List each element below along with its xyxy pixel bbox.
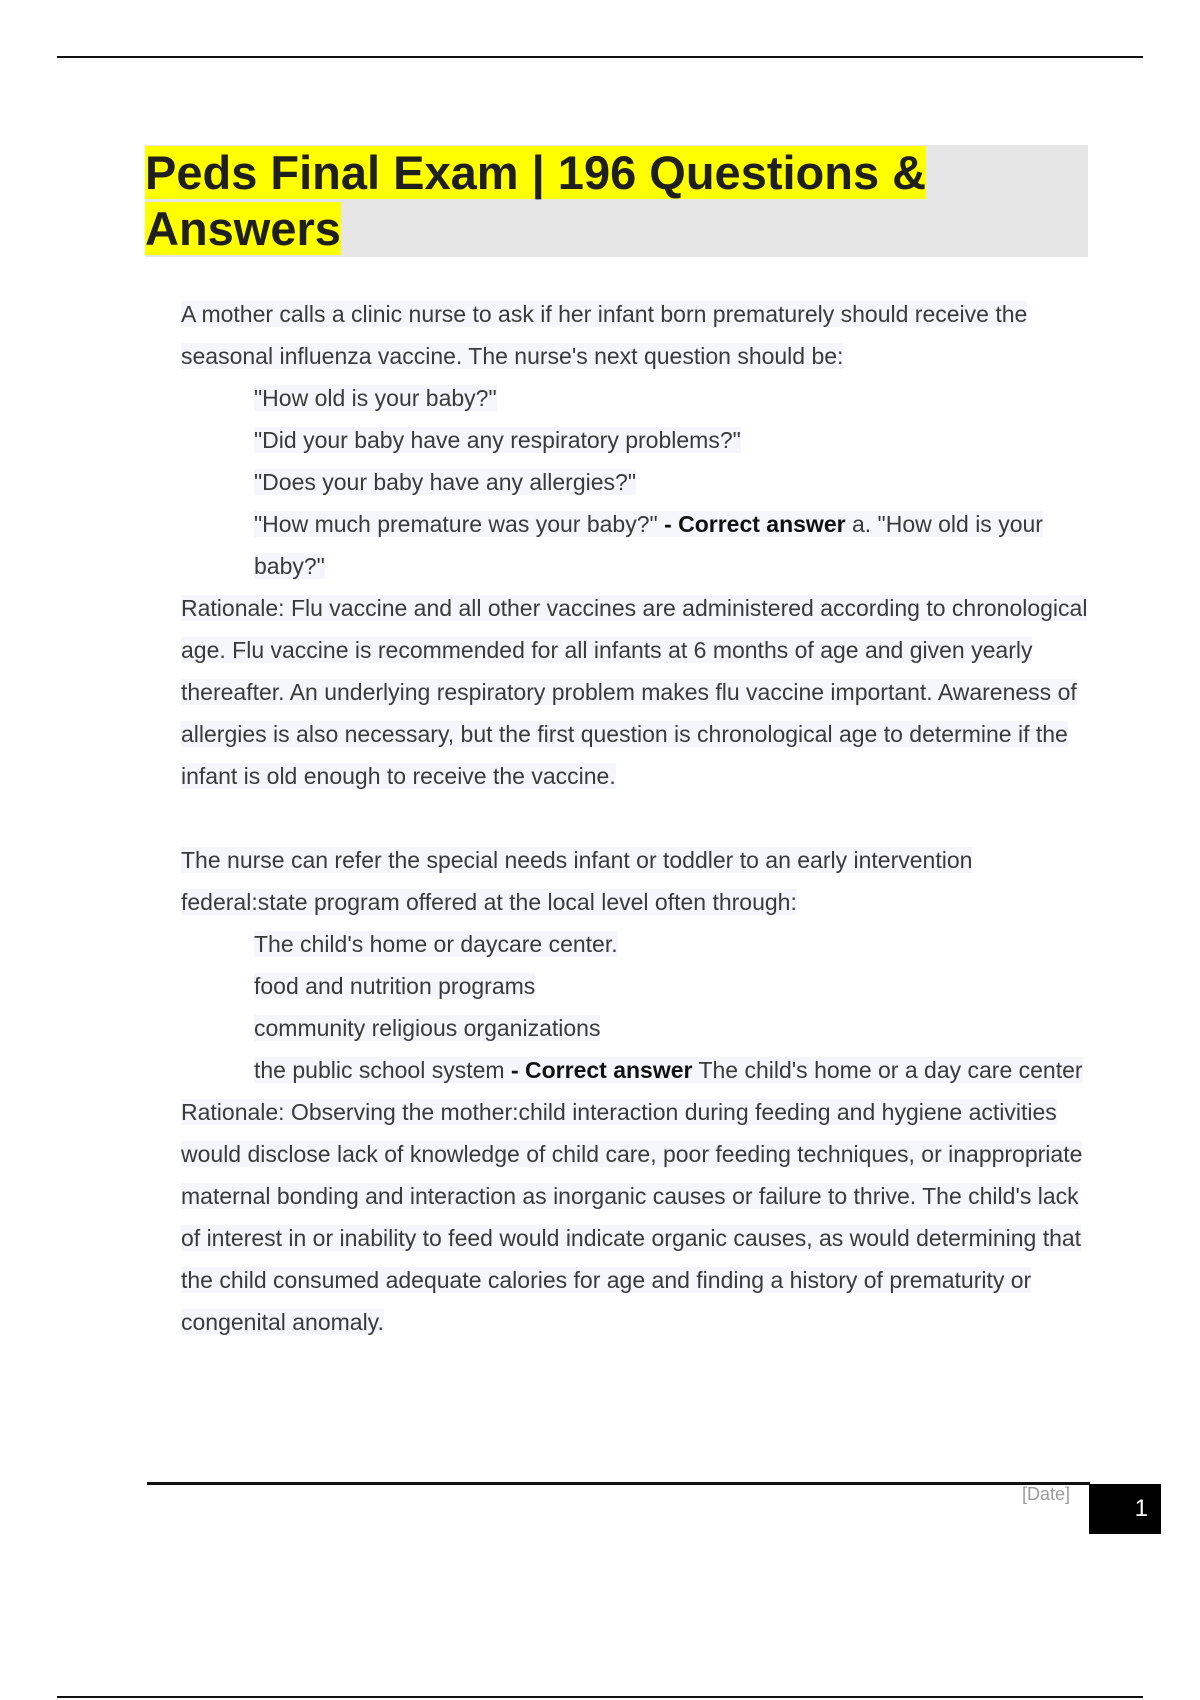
question-2-option-a: The child's home or daycare center. bbox=[254, 931, 618, 957]
footer-rule bbox=[147, 1482, 1090, 1485]
question-1-rationale: Rationale: Flu vaccine and all other vaccines are administered according to chronological age. Flu vaccine is recommended for all infants at 6 months of age and given yearly thereafter. An underlying respiratory problem makes flu vaccine important. Awareness of allergies is also necessary, but the first question is chronological age to determine if the infant is old enough to receive the vaccine. bbox=[181, 595, 1088, 789]
question-2-option-b: food and nutrition programs bbox=[254, 973, 536, 999]
paragraph-gap bbox=[181, 797, 1091, 839]
question-1-correct-answer: a. "How old is your baby?" bbox=[254, 511, 1043, 579]
title-highlight: Peds Final Exam | 196 Questions & Answers bbox=[145, 146, 927, 255]
question-1-correct-label: - Correct answer bbox=[664, 511, 846, 537]
document-body bbox=[181, 293, 1091, 1343]
question-1-option-b: "Did your baby have any respiratory problems?" bbox=[254, 427, 741, 453]
question-2-correct-answer: The child's home or a day care center bbox=[698, 1057, 1083, 1083]
question-2-option-c: community religious organizations bbox=[254, 1015, 601, 1041]
footer-date: [Date] bbox=[1021, 1484, 1070, 1504]
question-2-rationale: Rationale: Observing the mother:child interaction during feeding and hygiene activities would disclose lack of knowledge of child care, poor feeding techniques, or inappropriate maternal bonding and interaction as inorganic causes or failure to thrive. The child's lack of interest in or inability to feed would indicate organic causes, as would determining that the child consumed adequate calories for age and finding a history of prematurity or congenital anomaly. bbox=[181, 1099, 1083, 1335]
document-title bbox=[145, 145, 965, 257]
question-1-option-a: "How old is your baby?" bbox=[254, 385, 497, 411]
question-1-option-c: "Does your baby have any allergies?" bbox=[254, 469, 636, 495]
question-1-option-d: "How much premature was your baby?" - Correct answer a. "How old is your baby?" bbox=[254, 511, 1043, 579]
page-number: 1 bbox=[1089, 1484, 1161, 1534]
question-1-stem: A mother calls a clinic nurse to ask if her infant born prematurely should receive the seasonal influenza vaccine. The nurse's next question should be: bbox=[181, 301, 1028, 369]
question-2-option-d: the public school system - Correct answer The child's home or a day care center bbox=[254, 1057, 1083, 1083]
question-2-stem: The nurse can refer the special needs infant or toddler to an early intervention federal:state program offered at the local level often through: bbox=[181, 847, 973, 915]
bottom-rule bbox=[57, 1696, 1143, 1698]
question-2-correct-label: - Correct answer bbox=[510, 1057, 693, 1083]
top-rule bbox=[57, 56, 1143, 58]
